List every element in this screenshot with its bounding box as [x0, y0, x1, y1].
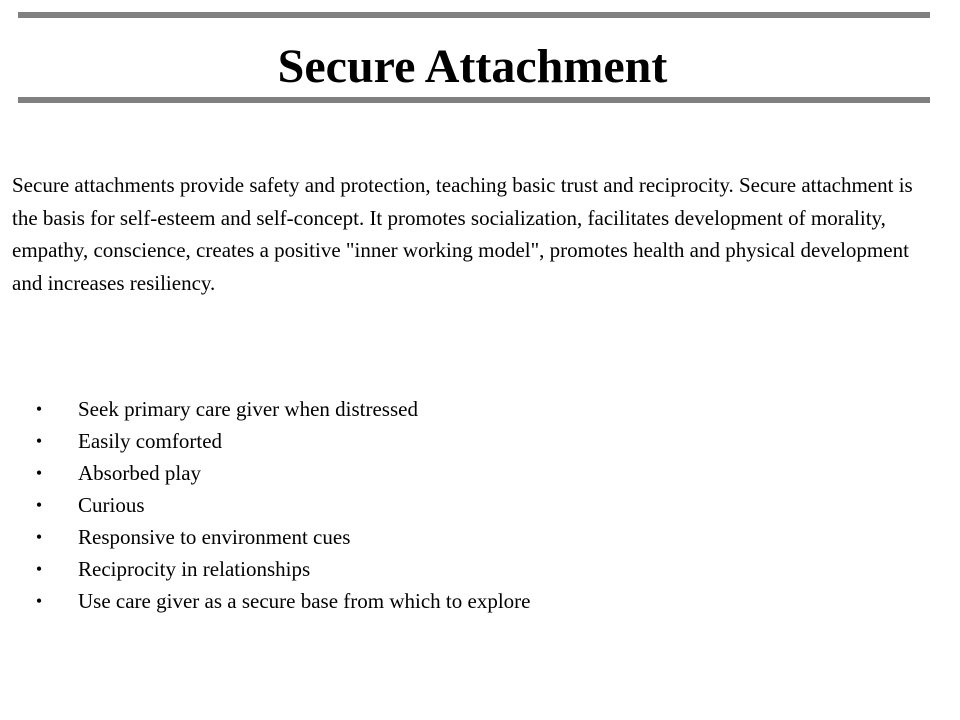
bullet-icon: • [35, 431, 43, 451]
list-item-text: Absorbed play [78, 461, 202, 485]
bullet-icon: • [35, 559, 43, 579]
title-bottom-rule [18, 97, 930, 103]
list-item-text: Use care giver as a secure base from which to explore [78, 589, 531, 613]
bullet-icon: • [35, 495, 43, 515]
slide-title: Secure Attachment [277, 40, 668, 93]
bullet-icon: • [35, 399, 43, 419]
title-top-rule [18, 12, 930, 18]
intro-paragraph: Secure attachments provide safety and protection, teaching basic trust and reciprocity. Secure attachment is the basis for self-esteem and self-concept. It promotes socialization, facilitates development of morality, empathy, conscience, creates a positive "inner working model", promotes health and physical development and increases resiliency. [12, 173, 913, 295]
bullet-icon: • [35, 463, 43, 483]
list-item-text: Reciprocity in relationships [78, 557, 311, 581]
list-item-text: Responsive to environment cues [78, 525, 351, 549]
list-item-text: Easily comforted [78, 429, 223, 453]
bullet-icon: • [35, 591, 43, 611]
list-item-text: Seek primary care giver when distressed [78, 397, 418, 421]
bullet-icon: • [35, 527, 43, 547]
list-item-text: Curious [78, 493, 145, 517]
